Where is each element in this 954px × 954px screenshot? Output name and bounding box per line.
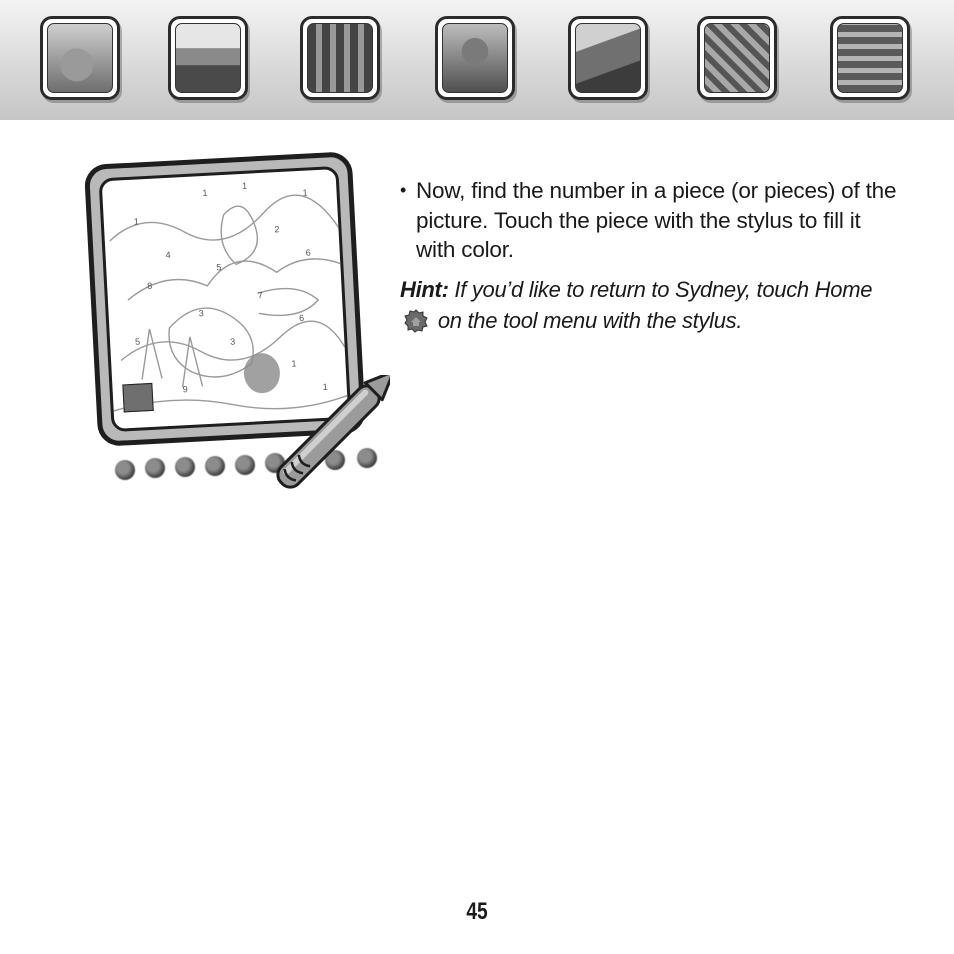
instruction-paragraph bbox=[400, 176, 900, 265]
piece-number[interactable]: 6 bbox=[305, 247, 311, 258]
scene-image bbox=[175, 23, 241, 93]
color-by-number-illustration bbox=[85, 150, 390, 510]
hint-paragraph bbox=[400, 274, 900, 336]
scene-thumbnail-5[interactable] bbox=[568, 16, 648, 100]
page-number: 45 bbox=[466, 898, 488, 925]
hint-text-before-icon: If you’d like to return to Sydney, touch Home bbox=[454, 276, 873, 302]
instruction-text-block bbox=[400, 176, 900, 336]
stylus-icon bbox=[250, 375, 390, 515]
bullet: • bbox=[400, 180, 407, 200]
hint-text-after-icon: on the tool menu with the stylus. bbox=[437, 307, 743, 333]
piece-number[interactable]: 1 bbox=[202, 187, 208, 199]
piece-number[interactable]: 1 bbox=[241, 180, 248, 191]
instruction-text: Now, find the number in a piece (or pieces) of the picture. Touch the piece with the stylus to fill it with color. bbox=[416, 178, 897, 262]
piece-number[interactable]: 1 bbox=[291, 358, 297, 369]
scene-image bbox=[575, 23, 641, 93]
home-icon bbox=[404, 309, 428, 333]
piece-number[interactable]: 3 bbox=[198, 308, 204, 319]
scene-image bbox=[837, 23, 903, 93]
piece-number[interactable]: 4 bbox=[165, 249, 171, 261]
scene-image bbox=[704, 23, 770, 93]
piece-number[interactable]: 2 bbox=[274, 224, 280, 235]
piece-number[interactable]: 6 bbox=[298, 312, 305, 324]
piece-number[interactable]: 7 bbox=[257, 290, 264, 301]
home-icon[interactable] bbox=[122, 383, 153, 413]
scene-thumbnail-3[interactable] bbox=[300, 16, 380, 100]
piece-number[interactable]: 1 bbox=[133, 216, 140, 227]
scene-image bbox=[47, 23, 113, 93]
scene-image bbox=[442, 23, 508, 93]
scene-image bbox=[307, 23, 373, 93]
piece-number[interactable]: 5 bbox=[134, 336, 141, 347]
hint-label: Hint: bbox=[400, 276, 449, 302]
scene-thumbnail-6[interactable] bbox=[697, 16, 777, 100]
color-swatch[interactable] bbox=[205, 456, 225, 476]
piece-number[interactable]: 8 bbox=[146, 280, 153, 292]
piece-number[interactable]: 5 bbox=[216, 262, 222, 273]
scene-thumbnail-1[interactable] bbox=[40, 16, 120, 100]
thumbnail-banner bbox=[0, 0, 954, 120]
piece-number[interactable]: 1 bbox=[322, 381, 329, 392]
color-swatch[interactable] bbox=[145, 458, 165, 478]
scene-thumbnail-4[interactable] bbox=[435, 16, 515, 100]
color-swatch[interactable] bbox=[115, 460, 135, 480]
scene-thumbnail-2[interactable] bbox=[168, 16, 248, 100]
piece-number[interactable]: 3 bbox=[229, 336, 236, 347]
color-swatch[interactable] bbox=[175, 457, 195, 477]
piece-number[interactable]: 9 bbox=[182, 384, 188, 395]
piece-number[interactable]: 1 bbox=[302, 187, 308, 198]
scene-thumbnail-7[interactable] bbox=[830, 16, 910, 100]
